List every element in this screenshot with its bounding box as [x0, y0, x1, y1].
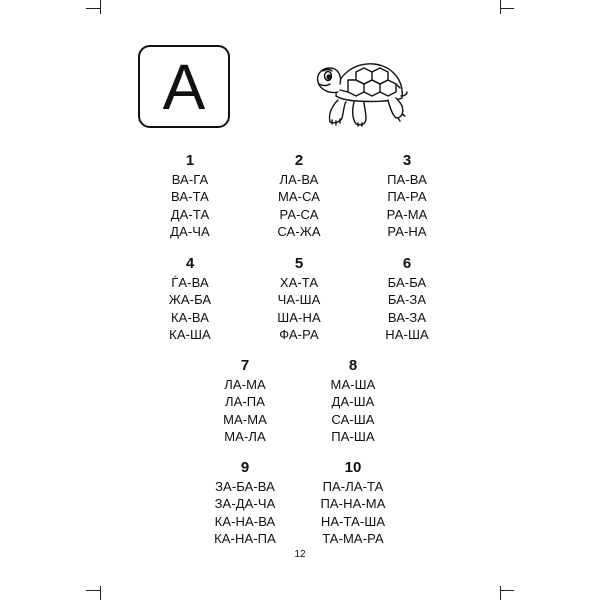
syllable-group — [145, 152, 235, 240]
syllable-word: МА-СА — [277, 189, 321, 205]
letter-card — [138, 45, 230, 128]
syllable-word: ПА-РА — [387, 189, 427, 205]
syllable-group — [200, 357, 290, 445]
syllable-word: ЗА-ДА-ЧА — [214, 496, 276, 512]
syllable-word: СА-ЖА — [277, 223, 321, 239]
syllable-word: МА-ЛА — [224, 428, 266, 444]
syllable-word: ЖА-БА — [168, 292, 212, 308]
syllable-word: ПА-ША — [331, 428, 375, 444]
syllable-word: КА-ША — [169, 326, 211, 342]
syllable-word: РА-МА — [386, 206, 428, 222]
group-number: 7 — [240, 357, 250, 374]
syllable-group — [308, 459, 398, 547]
group-number: 8 — [348, 357, 358, 374]
syllable-word: ПА-НА-МА — [320, 496, 386, 512]
syllable-word: ВА-ТА — [171, 189, 209, 205]
syllable-word: ЃА-ВА — [171, 275, 209, 290]
group-number: 10 — [344, 459, 362, 476]
syllable-word: ЛА-ВА — [279, 172, 319, 187]
crop-mark — [500, 590, 514, 591]
syllable-word: ЧА-ША — [277, 292, 321, 308]
syllable-group — [308, 357, 398, 445]
crop-mark — [100, 586, 101, 600]
syllable-word: РА-СА — [279, 206, 319, 222]
syllable-word: ЗА-БА-ВА — [215, 479, 275, 494]
syllable-word: ДА-ЧА — [170, 223, 210, 239]
group-number: 9 — [240, 459, 250, 476]
syllable-word: ВА-ГА — [171, 172, 209, 187]
syllable-word: ТА-МА-РА — [322, 530, 384, 546]
syllable-word: ХА-ТА — [279, 275, 319, 290]
syllable-word: ДА-ТА — [170, 206, 210, 222]
letter-glyph: А — [162, 50, 206, 123]
syllable-word: ПА-ЛА-ТА — [322, 479, 384, 494]
crop-mark — [500, 586, 501, 600]
group-number: 1 — [185, 152, 195, 169]
syllable-word: ЛА-МА — [224, 377, 266, 392]
syllable-word: СА-ША — [331, 411, 375, 427]
syllable-group — [200, 459, 290, 547]
syllable-word: БА-ЗА — [387, 292, 427, 308]
syllable-word: МА-ША — [330, 377, 376, 392]
syllable-word: КА-ВА — [171, 309, 209, 325]
crop-mark — [500, 0, 501, 14]
group-number: 6 — [402, 255, 412, 272]
syllable-word: ПА-ВА — [387, 172, 427, 187]
group-number: 5 — [294, 255, 304, 272]
syllable-group — [254, 255, 344, 343]
crop-mark — [500, 8, 514, 9]
group-number: 3 — [402, 152, 412, 169]
syllable-word: НА-ША — [385, 326, 429, 342]
syllable-group — [362, 255, 452, 343]
syllable-word: КА-НА-ВА — [214, 513, 276, 529]
group-number: 2 — [294, 152, 304, 169]
crop-mark — [100, 0, 101, 14]
syllable-group — [254, 152, 344, 240]
crop-mark — [86, 8, 100, 9]
syllable-word: ША-НА — [277, 309, 321, 325]
syllable-word: МА-МА — [223, 411, 267, 427]
syllable-word: ФА-РА — [279, 326, 319, 342]
syllable-word: ДА-ША — [331, 394, 375, 410]
syllable-word: КА-НА-ПА — [214, 530, 276, 546]
turtle-icon — [308, 52, 408, 128]
syllable-group — [362, 152, 452, 240]
page-number: 12 — [294, 549, 306, 560]
syllable-word: ЛА-ПА — [224, 394, 266, 410]
syllable-group — [145, 255, 235, 343]
syllable-word: ВА-ЗА — [387, 309, 427, 325]
crop-mark — [86, 590, 100, 591]
syllable-word: БА-БА — [387, 275, 427, 290]
syllable-word: РА-НА — [387, 223, 427, 239]
syllable-word: НА-ТА-ША — [320, 513, 386, 529]
group-number: 4 — [185, 255, 195, 272]
